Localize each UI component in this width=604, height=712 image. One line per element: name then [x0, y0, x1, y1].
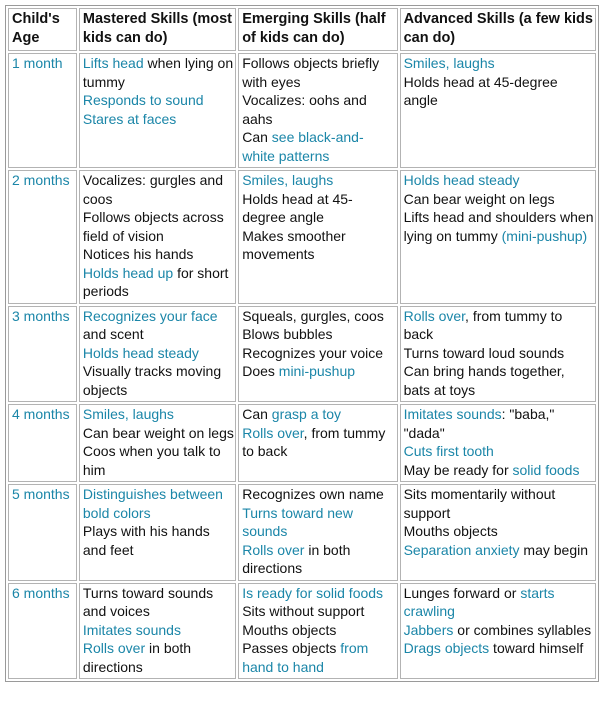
skill-item [242, 584, 395, 603]
skill-item [83, 522, 234, 559]
skill-item [83, 584, 234, 621]
skill-item [83, 171, 234, 208]
skill-text: Holds head at 45-degree angle [242, 190, 353, 225]
header-mastered: Mastered Skills (most kids can do) [79, 8, 236, 51]
skill-link[interactable]: Imitates sounds [82, 621, 181, 638]
skill-text: Follows objects across field of vision [82, 209, 224, 244]
emerging-skills-cell [238, 53, 397, 168]
skill-link[interactable]: starts crawling [403, 584, 555, 619]
milestones-table [5, 5, 599, 682]
skill-item [242, 171, 395, 190]
skill-item [404, 461, 594, 480]
skill-item [242, 227, 395, 264]
skill-link[interactable]: Responds to sound [82, 92, 204, 108]
skill-text: may begin [519, 541, 589, 558]
skill-link[interactable]: Holds head up [82, 264, 174, 281]
skill-item [242, 405, 395, 424]
skill-item [242, 639, 395, 676]
skill-item [83, 245, 234, 264]
skill-item [404, 485, 594, 522]
skill-text: Can bear weight on legs [403, 190, 555, 207]
skill-link[interactable]: Stares at faces [82, 110, 177, 127]
skill-text: Squeals, gurgles, coos [242, 307, 384, 324]
advanced-skills-cell [400, 306, 596, 403]
skill-link[interactable]: Smiles, laughs [403, 55, 495, 71]
skill-item [242, 621, 395, 640]
skill-link[interactable]: Is ready for solid foods [242, 584, 384, 601]
skill-link[interactable]: see black-and-white patterns [242, 129, 364, 164]
skill-item [242, 128, 395, 165]
header-age: Child's Age [8, 8, 77, 51]
skill-text: Vocalizes: gurgles and coos [82, 172, 223, 207]
header-advanced: Advanced Skills (a few kids can do) [400, 8, 596, 51]
skill-text: : "baba," "dada" [403, 406, 555, 441]
skill-item [404, 362, 594, 399]
skill-text: Does [242, 363, 279, 379]
skill-text: when lying on tummy [82, 55, 234, 90]
skill-text: toward himself [489, 640, 584, 656]
emerging-skills-cell [238, 170, 397, 304]
skill-link[interactable]: Separation anxiety [403, 541, 520, 558]
skill-link[interactable]: Imitates sounds [403, 406, 502, 422]
skill-link[interactable]: Recognizes your face [82, 307, 218, 324]
table-row [8, 404, 596, 482]
skill-link[interactable]: Holds head steady [82, 344, 199, 361]
advanced-skills-cell [400, 170, 596, 304]
skill-item [83, 110, 234, 129]
skill-text: Makes smoother movements [242, 227, 346, 262]
table-row [8, 170, 596, 304]
skill-text: in both directions [82, 640, 192, 675]
skill-item [83, 424, 234, 443]
table-row [8, 484, 596, 581]
skill-item [404, 442, 594, 461]
emerging-skills-cell [238, 484, 397, 581]
skill-item [83, 91, 234, 110]
skill-item [83, 307, 234, 344]
skill-item [242, 504, 395, 541]
skill-item [242, 54, 395, 91]
skill-item [83, 54, 234, 91]
skill-link[interactable]: grasp a toy [271, 406, 342, 422]
skill-item [242, 344, 395, 363]
skill-text: or combines syllables [453, 621, 592, 638]
skill-link[interactable]: Rolls over [242, 541, 305, 558]
skill-text: Recognizes your voice [242, 344, 384, 361]
age-cell[interactable]: 4 months [8, 404, 77, 482]
skill-text: Follows objects briefly with eyes [242, 55, 380, 90]
skill-text: Turns toward sounds and voices [82, 584, 214, 619]
header-emerging: Emerging Skills (half of kids can do) [238, 8, 397, 51]
skill-item [242, 424, 395, 461]
skill-link[interactable]: Jabbers [403, 621, 454, 638]
skill-link[interactable]: Drags objects [403, 640, 490, 656]
skill-item [83, 442, 234, 479]
advanced-skills-cell [400, 583, 596, 680]
skill-text: Vocalizes: oohs and aahs [242, 92, 367, 127]
skill-link[interactable]: Distinguishes between bold colors [82, 486, 223, 521]
skill-item [404, 639, 594, 658]
emerging-skills-cell [238, 306, 397, 403]
mastered-skills-cell [79, 306, 236, 403]
age-cell[interactable]: 5 months [8, 484, 77, 581]
skill-text: Coos when you talk to him [82, 443, 221, 478]
skill-item [83, 485, 234, 522]
skill-link[interactable]: mini-pushup [278, 363, 356, 379]
advanced-skills-cell [400, 484, 596, 581]
skill-text: in both directions [242, 541, 351, 576]
skill-text: Blows bubbles [242, 326, 333, 342]
mastered-skills-cell [79, 583, 236, 680]
skill-text: for short periods [82, 264, 229, 299]
age-cell[interactable]: 6 months [8, 583, 77, 680]
skill-item [404, 54, 594, 73]
skill-link[interactable]: Rolls over [242, 424, 304, 441]
emerging-skills-cell [238, 583, 397, 680]
skill-text: Sits momentarily without support [403, 486, 556, 521]
skill-item [404, 208, 594, 245]
skill-text: Can [242, 406, 272, 422]
skill-item [242, 190, 395, 227]
skill-link[interactable]: Lifts head [82, 55, 144, 71]
skill-item [404, 73, 594, 110]
skill-link[interactable]: from hand to hand [242, 640, 369, 675]
age-cell[interactable]: 1 month [8, 53, 77, 168]
skill-link[interactable]: Cuts first tooth [403, 443, 494, 459]
skill-item [83, 639, 234, 676]
skill-text: Plays with his hands and feet [82, 523, 210, 558]
skill-link[interactable]: Rolls over [403, 307, 466, 324]
skill-text: Mouths objects [242, 621, 337, 638]
skill-text: Turns toward loud sounds [403, 344, 565, 361]
skill-text: Notices his hands [82, 246, 194, 262]
skill-item [404, 405, 594, 442]
skill-link[interactable]: Holds head steady [403, 172, 520, 188]
skill-item [404, 344, 594, 363]
skill-text: , from tummy to back [242, 424, 386, 459]
skill-item [404, 190, 594, 209]
advanced-skills-cell [400, 53, 596, 168]
skill-item [242, 91, 395, 128]
skill-item [404, 621, 594, 640]
skill-text: Can [242, 129, 272, 145]
mastered-skills-cell [79, 53, 236, 168]
skill-item [242, 325, 395, 344]
skill-text: Lifts head and shoulders when lying on tummy [403, 209, 594, 244]
skill-link[interactable]: Smiles, laughs [82, 406, 174, 422]
skill-link[interactable]: Rolls over [82, 640, 146, 656]
skill-item [404, 522, 594, 541]
skill-item [404, 584, 594, 621]
skill-item [242, 307, 395, 326]
skill-item [83, 264, 234, 301]
skill-text: Holds head at 45-degree angle [403, 73, 558, 108]
skill-item [242, 362, 395, 381]
skill-link[interactable]: solid foods [512, 461, 580, 478]
skill-text: Lunges forward or [403, 584, 521, 601]
skill-item [83, 344, 234, 363]
emerging-skills-cell [238, 404, 397, 482]
milestones-body [8, 53, 596, 679]
skill-item [83, 405, 234, 424]
skill-item [404, 541, 594, 560]
skill-link[interactable]: Smiles, laughs [242, 172, 334, 188]
skill-item [404, 171, 594, 190]
skill-link[interactable]: (mini-pushup) [501, 227, 588, 244]
skill-text: Sits without support [242, 603, 365, 619]
mastered-skills-cell [79, 170, 236, 304]
mastered-skills-cell [79, 484, 236, 581]
skill-item [242, 541, 395, 578]
skill-item [242, 602, 395, 621]
header-row [8, 8, 596, 51]
skill-text: , from tummy to back [403, 307, 563, 342]
skill-link[interactable]: Turns toward new sounds [242, 504, 353, 539]
skill-text: Passes objects [242, 640, 341, 656]
age-cell[interactable]: 2 months [8, 170, 77, 304]
skill-text: Can bear weight on legs [82, 424, 234, 441]
table-row [8, 306, 596, 403]
skill-text: Visually tracks moving objects [82, 363, 222, 398]
skill-item [83, 208, 234, 245]
skill-text: Recognizes own name [242, 486, 384, 502]
table-row [8, 583, 596, 680]
skill-item [404, 307, 594, 344]
mastered-skills-cell [79, 404, 236, 482]
skill-item [83, 621, 234, 640]
skill-text: and scent [82, 326, 144, 342]
skill-text: May be ready for [403, 461, 513, 478]
table-row [8, 53, 596, 168]
skill-text: Can bring hands together, bats at toys [403, 363, 565, 398]
skill-item [83, 362, 234, 399]
skill-item [242, 485, 395, 504]
advanced-skills-cell [400, 404, 596, 482]
skill-text: Mouths objects [403, 523, 498, 539]
age-cell[interactable]: 3 months [8, 306, 77, 403]
